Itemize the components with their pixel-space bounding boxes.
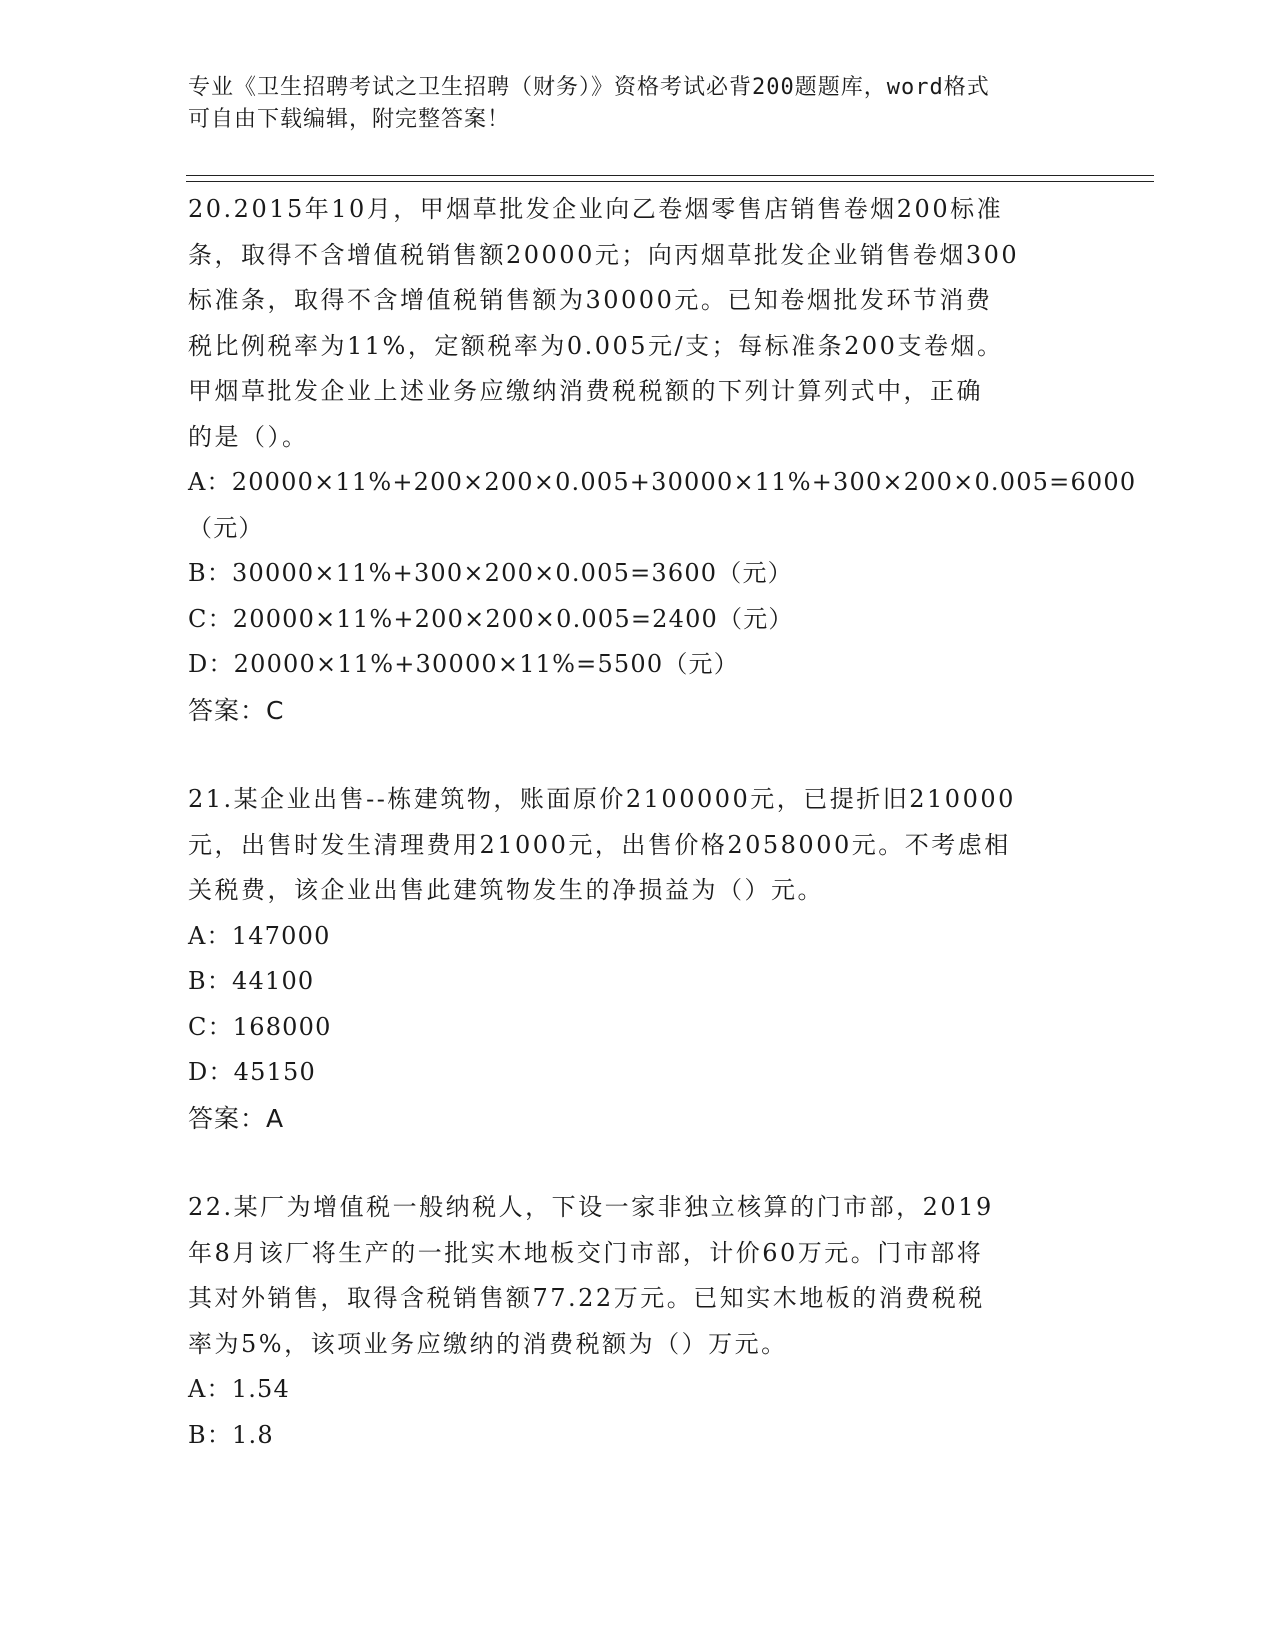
question-text-line: 年8月该厂将生产的一批实木地板交门市部，计价60万元。门市部将 bbox=[188, 1238, 984, 1267]
question-text-line: 21.某企业出售--栋建筑物，账面原价2100000元，已提折旧210000 bbox=[188, 785, 1016, 813]
question-text-line: 条，取得不含增值税销售额20000元；向丙烟草批发企业销售卷烟300 bbox=[188, 240, 1020, 269]
question-text-line: 率为5%，该项业务应缴纳的消费税额为（）万元。 bbox=[188, 1329, 788, 1358]
option-a: A：20000×11%+200×200×0.005+30000×11%+300×200×0.005=6000 bbox=[188, 468, 1137, 496]
option-c: C：168000 bbox=[188, 1012, 332, 1041]
document-header bbox=[188, 72, 1088, 136]
option-b: B：1.8 bbox=[188, 1420, 274, 1449]
question-list bbox=[188, 187, 1137, 1458]
question-22 bbox=[188, 1185, 1088, 1458]
option-a: A：147000 bbox=[188, 921, 331, 950]
question-text-line: 税比例税率为11%，定额税率为0.005元/支；每标准条200支卷烟。 bbox=[188, 331, 1004, 360]
option-a: A：1.54 bbox=[188, 1375, 290, 1403]
question-text-line: 22.某厂为增值税一般纳税人，下设一家非独立核算的门市部，2019 bbox=[188, 1193, 994, 1221]
option-b: B：44100 bbox=[188, 967, 315, 995]
question-21 bbox=[188, 777, 1088, 1141]
header-divider-top bbox=[186, 175, 1154, 176]
question-text-line: 关税费，该企业出售此建筑物发生的净损益为（）元。 bbox=[188, 876, 824, 904]
option-a-continued: （元） bbox=[188, 513, 264, 542]
header-divider-bottom bbox=[186, 181, 1154, 182]
question-text-line: 20.2015年10月，甲烟草批发企业向乙卷烟零售店销售卷烟200标准 bbox=[188, 195, 1004, 223]
option-c: C：20000×11%+200×200×0.005=2400（元） bbox=[188, 604, 794, 633]
question-text-line: 的是（）。 bbox=[188, 422, 309, 451]
question-text-line: 甲烟草批发企业上述业务应缴纳消费税税额的下列计算列式中，正确 bbox=[188, 377, 983, 405]
header-line-1: 专业《卫生招聘考试之卫生招聘（财务）》资格考试必背200题题库，word格式 bbox=[188, 75, 990, 100]
option-b: B：30000×11%+300×200×0.005=3600（元） bbox=[188, 559, 793, 587]
question-spacer bbox=[188, 1141, 1088, 1185]
question-spacer bbox=[188, 733, 1088, 777]
option-d: D：20000×11%+30000×11%=5500（元） bbox=[188, 650, 739, 678]
option-d: D：45150 bbox=[188, 1058, 316, 1086]
question-text-line: 元，出售时发生清理费用21000元，出售价格2058000元。不考虑相 bbox=[188, 830, 1011, 859]
question-20 bbox=[188, 187, 1137, 733]
header-line-2: 可自由下载编辑，附完整答案！ bbox=[188, 107, 511, 132]
question-text-line: 其对外销售，取得含税销售额77.22万元。已知实木地板的消费税税 bbox=[188, 1284, 985, 1312]
answer-label: 答案：A bbox=[188, 1103, 285, 1133]
question-text-line: 标准条，取得不含增值税销售额为30000元。已知卷烟批发环节消费 bbox=[188, 286, 993, 314]
answer-label: 答案：C bbox=[188, 695, 285, 725]
